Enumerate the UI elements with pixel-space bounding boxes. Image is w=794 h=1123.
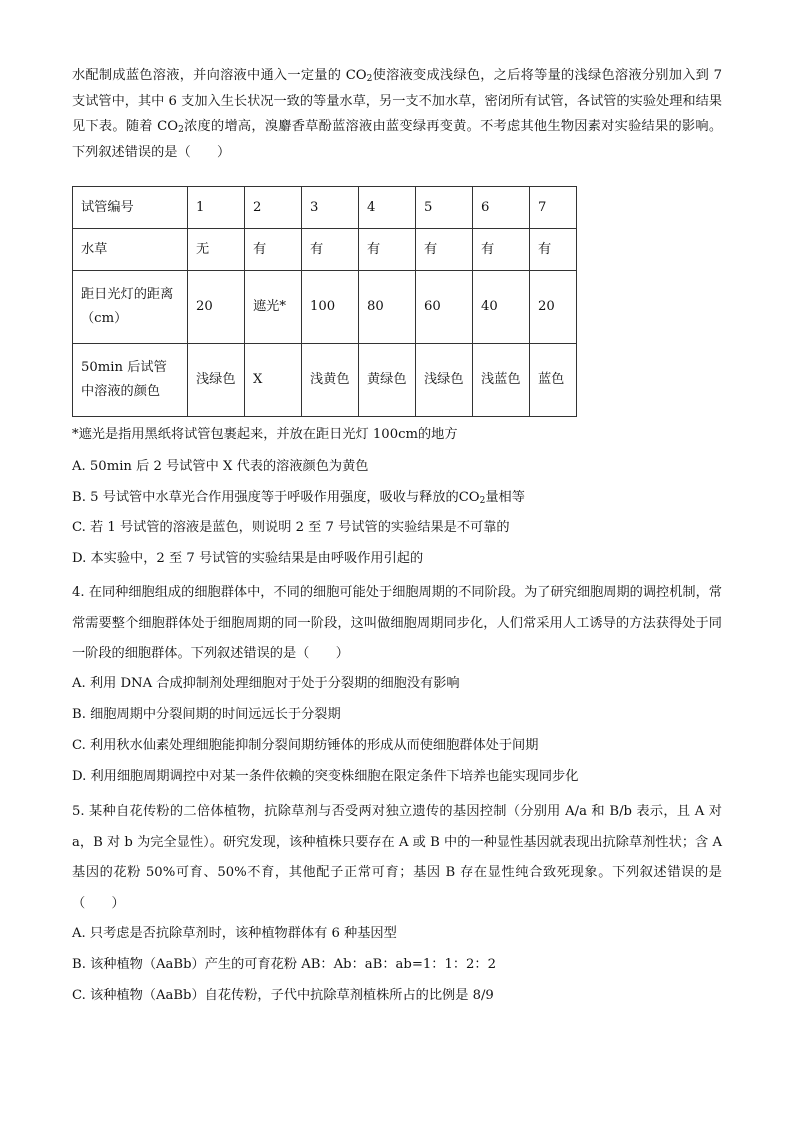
table-row-plant: [73, 229, 577, 271]
table-cell: 浅绿色: [188, 344, 245, 417]
table-cell: 有: [473, 229, 530, 271]
table-cell: 1: [188, 187, 245, 229]
table-cell: 水草: [73, 229, 188, 271]
table-cell: 40: [473, 271, 530, 344]
table-cell: 5: [416, 187, 473, 229]
q5-option-b: B. 该种植物（AaBb）产生的可育花粉 AB：Ab：aB：ab=1：1：2：2: [72, 957, 496, 972]
q3-option-c: C. 若 1 号试管的溶液是蓝色，则说明 2 至 7 号试管的实验结果是不可靠的: [72, 520, 510, 535]
question-5-stem: 5. 某种自花传粉的二倍体植物，抗除草剂与否受两对独立遗传的基因控制（分别用 A/a 和 B/b 表示，且 A 对 a，B 对 b 为完全显性）。研究发现，该种植株只要存在 A 或 B 中的一种显性基因就表现出抗除草剂性状；含 A 基因的花粉 50%可育、50%不育，其他配子正常可育；基因 B 存在显性纯合致死现象。下列叙述错误的是（ ）: [72, 804, 722, 911]
co2-subscript: 2: [178, 125, 184, 135]
table-cell: 80: [359, 271, 416, 344]
q4-option-a: A. 利用 DNA 合成抑制剂处理细胞对于处于分裂期的细胞没有影响: [72, 676, 460, 691]
table-cell: 试管编号: [73, 187, 188, 229]
table-cell: 有: [359, 229, 416, 271]
q4-option-b: B. 细胞周期中分裂间期的时间远远长于分裂期: [72, 707, 341, 722]
table-cell: 黄绿色: [359, 344, 416, 417]
table-cell: 4: [359, 187, 416, 229]
stem-text-1: 水配制成蓝色溶液，并向溶液中通入一定量的 CO: [72, 68, 367, 83]
table-cell: 距日光灯的距离（cm）: [73, 271, 188, 344]
question-4-stem: 4. 在同种细胞组成的细胞群体中，不同的细胞可能处于细胞周期的不同阶段。为了研究细胞周期的调控机制，常常需要整个细胞群体处于细胞周期的同一阶段，这叫做细胞周期同步化，人们常采用人工诱导的方法获得处于同一阶段的细胞群体。下列叙述错误的是（ ）: [72, 585, 722, 661]
table-row-tube-number: [73, 187, 577, 229]
table-cell: 50min 后试管中溶液的颜色: [73, 344, 188, 417]
table-cell: 浅黄色: [302, 344, 359, 417]
option-b-text-2: 量相等: [485, 490, 525, 505]
table-cell: 无: [188, 229, 245, 271]
q3-option-d: D. 本实验中，2 至 7 号试管的实验结果是由呼吸作用引起的: [72, 551, 424, 566]
question-3-stem: [72, 63, 722, 165]
q4-option-d: D. 利用细胞周期调控中对某一条件依赖的突变株细胞在限定条件下培养也能实现同步化: [72, 769, 579, 784]
table-cell: X: [245, 344, 302, 417]
table-row-color: [73, 344, 577, 417]
stem-text-2: 使溶液变成浅绿色，之后将等量的浅绿色溶液分别加入到 7 支试管中，其中 6 支加入生长状况一致的等量水草，另一支不加水草，密闭所有试管，各试管的实验处理和结果见下表。随着 CO: [72, 68, 722, 134]
table-cell: 浅蓝色: [473, 344, 530, 417]
table-footnote: *遮光是指用黑纸将试管包裹起来，并放在距日光灯 100cm的地方: [72, 427, 458, 442]
q3-option-a: A. 50min 后 2 号试管中 X 代表的溶液颜色为黄色: [72, 459, 369, 474]
table-cell: 2: [245, 187, 302, 229]
q5-option-c: C. 该种植物（AaBb）自花传粉，子代中抗除草剂植株所占的比例是 8/9: [72, 988, 494, 1003]
table-cell: 100: [302, 271, 359, 344]
table-cell: 浅绿色: [416, 344, 473, 417]
table-cell: 20: [530, 271, 577, 344]
table-cell: 有: [416, 229, 473, 271]
table-cell: 蓝色: [530, 344, 577, 417]
table-cell: 有: [302, 229, 359, 271]
experiment-table: [72, 186, 577, 417]
table-row-distance: [73, 271, 577, 344]
stem-text-3: 浓度的增高，溴麝香草酚蓝溶液由蓝变绿再变黄。不考虑其他生物因素对实验结果的影响。下列叙述错误的是（ ）: [72, 119, 723, 160]
q5-option-a: A. 只考虑是否抗除草剂时，该种植物群体有 6 种基因型: [72, 926, 397, 941]
table-cell: 6: [473, 187, 530, 229]
q3-option-b: [72, 488, 525, 508]
table-cell: 有: [530, 229, 577, 271]
q4-option-c: C. 利用秋水仙素处理细胞能抑制分裂间期纺锤体的形成从而使细胞群体处于间期: [72, 738, 539, 753]
table-cell: 3: [302, 187, 359, 229]
co2-subscript: 2: [366, 74, 373, 84]
table-cell: 遮光*: [245, 271, 302, 344]
table-cell: 60: [416, 271, 473, 344]
table-cell: 有: [245, 229, 302, 271]
option-b-text-1: B. 5 号试管中水草光合作用强度等于呼吸作用强度，吸收与释放的CO: [72, 490, 480, 505]
table-cell: 7: [530, 187, 577, 229]
table-cell: 20: [188, 271, 245, 344]
co2-subscript: 2: [479, 496, 486, 506]
